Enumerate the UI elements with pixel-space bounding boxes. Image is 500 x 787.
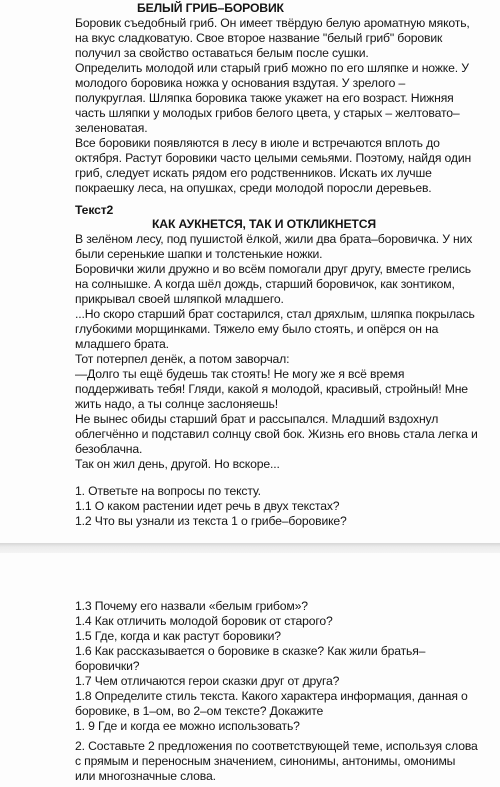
text1-line: зеленоватая. <box>75 121 148 135</box>
question-line: 1.1 О каком растении идет речь в двух текстах? <box>75 499 340 513</box>
question-line: боровике, в 1–ом, во 2–ом тексте? Докажите <box>75 704 324 718</box>
text2-line: Тот потерпел денёк, а потом заворчал: <box>75 352 290 366</box>
page-2 <box>0 553 500 787</box>
question-line: 1.7 Чем отличаются герои сказки друг от друга? <box>75 674 340 688</box>
text2-label: Текст2 <box>75 203 114 217</box>
question-line: 1.4 Как отличить молодой боровик от старого? <box>75 614 333 628</box>
page-separator <box>0 543 500 553</box>
text1-line: часть шляпки у молодых грибов белого цвета, у старых – желтовато– <box>75 106 460 120</box>
question-line: 1. Ответьте на вопросы по тексту. <box>75 484 261 498</box>
text1-line: октября. Растут боровики часто целыми семьями. Поэтому, найдя один <box>75 151 472 165</box>
text1-line: Определить молодой или старый гриб можно по его шляпке и ножке. У <box>75 61 469 75</box>
text2-line: на солнышке. А когда шёл дождь, старший боровичок, как зонтиком, <box>75 277 455 291</box>
question-line: боровички? <box>75 659 140 673</box>
text1-line: покраешку леса, на опушках, среди молодой поросли деревьев. <box>75 181 432 195</box>
text2-line: глубокими морщинками. Тяжело ему было стоять, и опёрся он на <box>75 322 439 336</box>
text2-line: были серенькие шапки и толстенькие ножки. <box>75 247 323 261</box>
text2-line: Так он жил день, другой. Но вскоре... <box>75 457 280 471</box>
text2-line: облегчённо и подставил солнцу свой бок. Жизнь его вновь стала легка и <box>75 427 478 441</box>
text1-line: Все боровики появляются в лесу в июле и встречаются вплоть до <box>75 136 440 150</box>
task-line: с прямым и переносным значением, синонимы, антонимы, омонимы <box>75 754 456 768</box>
text1-line: на вкус сладковатую. Свое второе название "белый гриб" боровик <box>75 31 443 45</box>
question-line: 1.3 Почему его назвали «белым грибом»? <box>75 599 308 613</box>
text1-line: получил за свойство оставаться белым после сушки. <box>75 46 369 60</box>
text1-line: полукруглая. Шляпка боровика также укажет на его возраст. Нижняя <box>75 91 454 105</box>
text2-line: Боровички жили дружно и во всём помогали друг другу, вместе грелись <box>75 262 471 276</box>
text2-title: КАК АУКНЕТСЯ, ТАК И ОТКЛИКНЕТСЯ <box>152 217 376 231</box>
text2-line: жить надо, а ты солнце заслоняешь! <box>75 397 278 411</box>
text2-line: поддерживать тебя! Гляди, какой я молодой, красивый, стройный! Мне <box>75 382 468 396</box>
text2-line: прикрывал своей шляпкой младшего. <box>75 292 284 306</box>
text2-line: ...Но скоро старший брат состарился, стал дряхлым, шляпка покрылась <box>75 307 475 321</box>
question-line: 1. 9 Где и когда ее можно использовать? <box>75 719 300 733</box>
text2-line: Не вынес обиды старший брат и рассыпался. Младший вздохнул <box>75 412 439 426</box>
text2-line: В зелёном лесу, под пушистой ёлкой, жили два брата–боровичка. У них <box>75 232 473 246</box>
text1-title: БЕЛЫЙ ГРИБ–БОРОВИК <box>137 1 284 15</box>
task-line: 2. Составьте 2 предложения по соответствующей теме, используя слова <box>75 739 478 753</box>
question-line: 1.2 Что вы узнали из текста 1 о грибе–боровике? <box>75 514 347 528</box>
task-line: или многозначные слова. <box>75 769 216 783</box>
text2-line: —Долго ты ещё будешь так стоять! Не могу же я всё время <box>75 367 405 381</box>
text1-line: Боровик съедобный гриб. Он имеет твёрдую белую ароматную мякоть, <box>75 16 470 30</box>
text1-line: молодого боровика ножка у основания вздутая. У зрелого – <box>75 76 406 90</box>
text2-line: младшего брата. <box>75 337 169 351</box>
question-line: 1.5 Где, когда и как растут боровики? <box>75 629 281 643</box>
text1-line: гриб, следует искать рядом его родственников. Искать их лучше <box>75 166 432 180</box>
text2-line: безоблачна. <box>75 442 143 456</box>
question-line: 1.8 Определите стиль текста. Какого характера информация, данная о <box>75 689 468 703</box>
question-line: 1.6 Как рассказывается о боровике в сказке? Как жили братья– <box>75 644 426 658</box>
